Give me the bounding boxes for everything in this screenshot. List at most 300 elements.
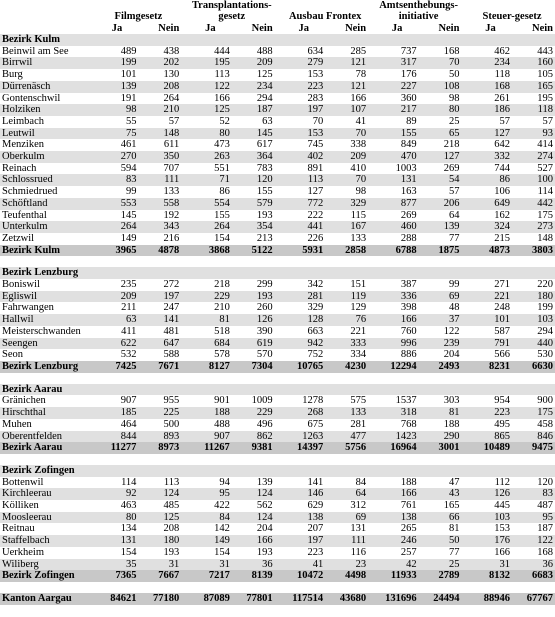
ja-cell: 98 xyxy=(96,104,139,116)
ja-cell: 80 xyxy=(189,128,232,140)
header-ja: Ja xyxy=(111,23,123,34)
ja-cell: 223 xyxy=(282,81,325,93)
nein-cell: 168 xyxy=(537,546,553,558)
nein-cell: 139 xyxy=(256,476,273,488)
ja-cell: 63 xyxy=(96,314,139,326)
table-row xyxy=(0,512,555,524)
nein-cell: 893 xyxy=(138,431,181,443)
nein-cell: 125 xyxy=(256,69,273,81)
nein-cell: 23 xyxy=(325,559,368,571)
municipality-name: Moosleerau xyxy=(0,512,96,524)
municipality-name: Bezirk Zofingen xyxy=(0,570,96,582)
ja-cell: 444 xyxy=(214,45,230,57)
nein-cell: 69 xyxy=(325,512,368,524)
nein-cell: 77180 xyxy=(138,593,181,605)
ja-cell: 138 xyxy=(282,512,325,524)
ja-cell: 10765 xyxy=(282,361,325,373)
ja-cell: 211 xyxy=(121,302,137,314)
nein-cell: 225 xyxy=(138,407,181,419)
ja-cell: 907 xyxy=(189,431,232,443)
municipality-name: Wiliberg xyxy=(0,559,96,571)
nein-cell: 116 xyxy=(350,546,367,558)
ja-cell: 744 xyxy=(494,162,510,174)
ja-cell: 844 xyxy=(96,431,139,443)
nein-cell: 122 xyxy=(443,325,460,337)
district-header-row xyxy=(0,267,555,279)
ja-cell: 566 xyxy=(494,349,510,361)
municipality-name: Teufenthal xyxy=(2,209,47,221)
nein-cell: 131 xyxy=(350,523,367,535)
table-row xyxy=(0,46,555,58)
ja-cell: 114 xyxy=(121,476,137,488)
ja-cell: 281 xyxy=(282,291,325,303)
ja-cell: 117514 xyxy=(282,593,325,605)
ja-cell: 142 xyxy=(214,523,230,535)
nein-cell: 193 xyxy=(256,209,273,221)
nein-cell: 63 xyxy=(262,115,273,127)
nein-cell: 3001 xyxy=(419,442,462,454)
nein-cell: 269 xyxy=(443,162,460,174)
district-total-row xyxy=(0,442,555,454)
nein-cell: 36 xyxy=(512,559,555,571)
ja-cell: 7217 xyxy=(189,570,232,582)
ja-cell: 342 xyxy=(307,279,324,291)
ja-cell: 52 xyxy=(219,115,230,127)
header-nein: Nein xyxy=(438,23,460,34)
header-amtsenthebungsinitiative: Amtsenthebungs-initiative xyxy=(379,0,458,22)
nein-cell: 617 xyxy=(256,139,273,151)
nein-cell: 108 xyxy=(419,81,462,93)
results-body xyxy=(0,34,555,605)
nein-cell: 343 xyxy=(138,221,181,233)
nein-cell: 64 xyxy=(325,488,368,500)
nein-cell: 165 xyxy=(512,81,555,93)
nein-cell: 193 xyxy=(256,546,273,558)
nein-cell: 67767 xyxy=(512,593,555,605)
nein-cell: 220 xyxy=(537,279,553,291)
municipality-name: Bezirk Aarau xyxy=(0,442,96,454)
nein-cell: 124 xyxy=(138,488,181,500)
nein-cell: 192 xyxy=(163,209,180,221)
nein-cell: 70 xyxy=(325,128,368,140)
table-row xyxy=(0,395,555,407)
table-row xyxy=(0,139,555,151)
district-name: Bezirk Kulm xyxy=(0,34,555,46)
municipality-name: Oberkulm xyxy=(0,151,96,163)
header-filmgesetz: Filmgesetz xyxy=(114,11,163,22)
municipality-name: Leimbach xyxy=(2,115,44,127)
ja-cell: 42 xyxy=(376,559,419,571)
ja-cell: 578 xyxy=(214,349,230,361)
table-row xyxy=(0,104,555,116)
nein-cell: 166 xyxy=(232,535,275,547)
nein-cell: 76 xyxy=(325,314,368,326)
ja-cell: 89 xyxy=(406,115,417,127)
nein-cell: 111 xyxy=(138,174,181,186)
ja-cell: 112 xyxy=(494,476,510,488)
nein-cell: 2493 xyxy=(419,361,462,373)
spacer-row xyxy=(0,454,555,465)
nein-cell: 197 xyxy=(138,291,181,303)
ja-cell: 41 xyxy=(282,559,325,571)
ja-cell: 101 xyxy=(120,69,137,81)
nein-cell: 98 xyxy=(448,92,460,104)
ja-cell: 622 xyxy=(96,338,139,350)
ja-cell: 461 xyxy=(120,139,137,151)
ja-cell: 12294 xyxy=(376,361,419,373)
nein-cell: 165 xyxy=(443,500,460,512)
nein-cell: 264 xyxy=(163,92,180,104)
ja-cell: 166 xyxy=(376,314,419,326)
nein-cell: 83 xyxy=(512,488,555,500)
district-name: Bezirk Aarau xyxy=(0,384,555,396)
nein-cell: 70 xyxy=(325,174,368,186)
header-ausbau-frontex: Ausbau Frontex xyxy=(288,11,362,22)
ja-cell: 31 xyxy=(189,559,232,571)
header-ja: Ja xyxy=(298,23,310,34)
nein-cell: 260 xyxy=(256,302,273,314)
ja-cell: 402 xyxy=(282,151,325,163)
table-row xyxy=(0,419,555,431)
municipality-name: Hallwil xyxy=(0,314,96,326)
district-total-row xyxy=(0,361,555,373)
ja-cell: 761 xyxy=(400,500,417,512)
nein-cell: 579 xyxy=(232,198,275,210)
nein-cell: 209 xyxy=(325,151,368,163)
municipality-name: Schöftland xyxy=(0,198,96,210)
nein-cell: 107 xyxy=(325,104,368,116)
nein-cell: 70 xyxy=(419,57,462,69)
table-row xyxy=(0,291,555,303)
ja-cell: 8132 xyxy=(469,570,512,582)
nein-cell: 290 xyxy=(419,431,462,443)
nein-cell: 5122 xyxy=(232,245,275,257)
nein-cell: 155 xyxy=(256,186,273,198)
ja-cell: 1537 xyxy=(395,395,417,407)
ja-cell: 891 xyxy=(307,162,324,174)
ja-cell: 387 xyxy=(400,279,417,291)
nein-cell: 390 xyxy=(256,325,273,337)
ja-cell: 113 xyxy=(214,69,230,81)
ja-cell: 197 xyxy=(282,535,325,547)
nein-cell: 213 xyxy=(256,232,273,244)
nein-cell: 496 xyxy=(256,418,273,430)
municipality-name: Boniswil xyxy=(2,279,40,291)
ja-cell: 445 xyxy=(494,500,510,512)
nein-cell: 481 xyxy=(163,325,180,337)
ja-cell: 188 xyxy=(189,407,232,419)
ja-cell: 70 xyxy=(312,115,324,127)
ja-cell: 87089 xyxy=(189,593,232,605)
nein-cell: 69 xyxy=(419,291,462,303)
ja-cell: 227 xyxy=(376,81,419,93)
ja-cell: 186 xyxy=(469,104,512,116)
ja-cell: 791 xyxy=(469,338,512,350)
ja-cell: 772 xyxy=(282,198,325,210)
nein-cell: 141 xyxy=(138,314,181,326)
ja-cell: 489 xyxy=(120,45,137,57)
ja-cell: 191 xyxy=(120,92,137,104)
header-nein: Nein xyxy=(345,23,367,34)
ja-cell: 217 xyxy=(376,104,419,116)
nein-cell: 124 xyxy=(232,512,275,524)
ja-cell: 422 xyxy=(214,500,230,512)
table-row xyxy=(0,210,555,222)
nein-cell: 846 xyxy=(512,431,555,443)
nein-cell: 206 xyxy=(419,198,462,210)
nein-cell: 81 xyxy=(419,407,462,419)
ja-cell: 168 xyxy=(469,81,512,93)
nein-cell: 6630 xyxy=(512,361,555,373)
nein-cell: 119 xyxy=(325,291,368,303)
nein-cell: 100 xyxy=(512,174,555,186)
ja-cell: 11277 xyxy=(96,442,139,454)
ja-cell: 126 xyxy=(469,488,512,500)
ja-cell: 663 xyxy=(307,325,324,337)
nein-cell: 5756 xyxy=(325,442,368,454)
ja-cell: 324 xyxy=(469,221,512,233)
nein-cell: 354 xyxy=(232,221,275,233)
ja-cell: 210 xyxy=(214,302,230,314)
ja-cell: 462 xyxy=(494,45,510,57)
ja-cell: 684 xyxy=(189,338,232,350)
ja-cell: 360 xyxy=(400,92,417,104)
municipality-name: Birrwil xyxy=(0,57,96,69)
header-nein: Nein xyxy=(251,23,273,34)
municipality-name: Uerkheim xyxy=(2,546,44,558)
ja-cell: 197 xyxy=(282,104,325,116)
nein-cell: 24494 xyxy=(419,593,462,605)
nein-cell: 414 xyxy=(537,139,553,151)
nein-cell: 247 xyxy=(163,302,180,314)
ja-cell: 166 xyxy=(214,92,230,104)
nein-cell: 575 xyxy=(350,395,367,407)
nein-cell: 98 xyxy=(355,186,367,198)
nein-cell: 647 xyxy=(138,338,181,350)
nein-cell: 120 xyxy=(537,476,553,488)
ja-cell: 1423 xyxy=(376,431,419,443)
nein-cell: 118 xyxy=(512,104,555,116)
ja-cell: 222 xyxy=(307,209,324,221)
table-row xyxy=(0,547,555,559)
ja-cell: 4873 xyxy=(469,245,512,257)
ja-cell: 223 xyxy=(469,407,512,419)
ja-cell: 265 xyxy=(400,523,417,535)
table-row xyxy=(0,488,555,500)
ja-cell: 336 xyxy=(376,291,419,303)
nein-cell: 204 xyxy=(256,523,273,535)
nein-cell: 364 xyxy=(232,151,275,163)
municipality-name: Kanton Aargau xyxy=(0,593,96,605)
nein-cell: 114 xyxy=(537,186,553,198)
ja-cell: 279 xyxy=(282,57,325,69)
ja-cell: 155 xyxy=(376,128,419,140)
ja-cell: 760 xyxy=(400,325,417,337)
table-row xyxy=(0,163,555,175)
ja-cell: 103 xyxy=(469,512,512,524)
municipality-name: Bezirk Lenzburg xyxy=(0,361,96,373)
nein-cell: 440 xyxy=(512,338,555,350)
nein-cell: 25 xyxy=(419,559,462,571)
nein-cell: 900 xyxy=(537,395,553,407)
nein-cell: 50 xyxy=(448,69,460,81)
header-nein: Nein xyxy=(158,23,180,34)
nein-cell: 7671 xyxy=(138,361,181,373)
ja-cell: 235 xyxy=(120,279,137,291)
ja-cell: 128 xyxy=(282,314,325,326)
ja-cell: 149 xyxy=(189,535,232,547)
nein-cell: 187 xyxy=(537,523,553,535)
nein-cell: 57 xyxy=(168,115,180,127)
nein-cell: 187 xyxy=(232,104,275,116)
nein-cell: 148 xyxy=(138,128,181,140)
nein-cell: 115 xyxy=(350,209,367,221)
table-row xyxy=(0,81,555,93)
ja-cell: 162 xyxy=(494,209,510,221)
nein-cell: 188 xyxy=(443,418,460,430)
ja-cell: 84621 xyxy=(96,593,139,605)
municipality-name: Meisterschwanden xyxy=(2,325,81,337)
municipality-name: Dürrenäsch xyxy=(0,81,96,93)
ja-cell: 849 xyxy=(400,139,417,151)
nein-cell: 122 xyxy=(512,535,555,547)
canton-total-row xyxy=(0,593,555,605)
nein-cell: 619 xyxy=(232,338,275,350)
ja-cell: 221 xyxy=(469,291,512,303)
ja-cell: 745 xyxy=(307,139,324,151)
ja-cell: 106 xyxy=(494,186,510,198)
nein-cell: 7304 xyxy=(232,361,275,373)
municipality-name: Egliswil xyxy=(0,291,96,303)
nein-cell: 193 xyxy=(163,546,180,558)
nein-cell: 285 xyxy=(350,45,367,57)
ja-cell: 270 xyxy=(96,151,139,163)
ja-cell: 901 xyxy=(214,395,230,407)
nein-cell: 133 xyxy=(350,232,367,244)
nein-cell: 9381 xyxy=(232,442,275,454)
nein-cell: 95 xyxy=(512,512,555,524)
ja-cell: 86 xyxy=(219,186,230,198)
ja-cell: 8231 xyxy=(469,361,512,373)
ja-cell: 199 xyxy=(96,57,139,69)
nein-cell: 113 xyxy=(163,476,180,488)
nein-cell: 151 xyxy=(350,279,367,291)
nein-cell: 588 xyxy=(163,349,180,361)
ja-cell: 35 xyxy=(96,559,139,571)
nein-cell: 111 xyxy=(325,535,368,547)
ja-cell: 118 xyxy=(494,69,510,81)
nein-cell: 65 xyxy=(419,128,462,140)
table-row xyxy=(0,407,555,419)
nein-cell: 148 xyxy=(537,232,553,244)
municipality-name: Schlossrued xyxy=(0,174,96,186)
table-row xyxy=(0,57,555,69)
spacer-row xyxy=(0,373,555,384)
ja-cell: 146 xyxy=(282,488,325,500)
nein-cell: 64 xyxy=(448,209,460,221)
nein-cell: 121 xyxy=(325,81,368,93)
spacer-row xyxy=(0,256,555,267)
nein-cell: 195 xyxy=(537,92,553,104)
municipality-name: Reinach xyxy=(2,162,37,174)
municipality-name: Beinwil am See xyxy=(2,45,69,57)
ja-cell: 283 xyxy=(307,92,324,104)
nein-cell: 160 xyxy=(512,57,555,69)
nein-cell: 66 xyxy=(419,512,462,524)
municipality-name: Fahrwangen xyxy=(2,302,54,314)
nein-cell: 611 xyxy=(163,139,180,151)
nein-cell: 80 xyxy=(419,104,462,116)
nein-cell: 129 xyxy=(350,302,367,314)
ja-cell: 288 xyxy=(400,232,417,244)
nein-cell: 180 xyxy=(138,535,181,547)
ja-cell: 83 xyxy=(96,174,139,186)
ja-cell: 215 xyxy=(494,232,510,244)
nein-cell: 299 xyxy=(256,279,273,291)
table-row xyxy=(0,128,555,140)
nein-cell: 329 xyxy=(325,198,368,210)
nein-cell: 530 xyxy=(537,349,553,361)
nein-cell: 126 xyxy=(232,314,275,326)
nein-cell: 125 xyxy=(138,512,181,524)
nein-cell: 4878 xyxy=(138,245,181,257)
ja-cell: 877 xyxy=(376,198,419,210)
ja-cell: 11267 xyxy=(189,442,232,454)
district-header-row xyxy=(0,384,555,396)
ja-cell: 99 xyxy=(125,186,137,198)
nein-cell: 77 xyxy=(448,546,460,558)
ja-cell: 649 xyxy=(469,198,512,210)
district-header-row xyxy=(0,34,555,46)
ja-cell: 248 xyxy=(494,302,510,314)
nein-cell: 50 xyxy=(419,535,462,547)
district-total-row xyxy=(0,570,555,582)
ja-cell: 223 xyxy=(307,546,324,558)
nein-cell: 443 xyxy=(537,45,553,57)
municipality-name: Kirchleerau xyxy=(0,488,96,500)
ja-cell: 10472 xyxy=(282,570,325,582)
municipality-name: Unterkulm xyxy=(0,221,96,233)
ja-cell: 441 xyxy=(282,221,325,233)
nein-cell: 6683 xyxy=(512,570,555,582)
ja-cell: 464 xyxy=(120,418,137,430)
district-name: Bezirk Zofingen xyxy=(0,465,555,477)
nein-cell: 783 xyxy=(256,162,273,174)
ja-cell: 264 xyxy=(189,221,232,233)
ja-cell: 155 xyxy=(214,209,230,221)
municipality-name: Bezirk Kulm xyxy=(0,245,96,257)
table-row xyxy=(0,116,555,128)
nein-cell: 4230 xyxy=(325,361,368,373)
nein-cell: 500 xyxy=(163,418,180,430)
ja-cell: 554 xyxy=(189,198,232,210)
nein-cell: 202 xyxy=(138,57,181,69)
nein-cell: 239 xyxy=(419,338,462,350)
district-header-row xyxy=(0,465,555,477)
ja-cell: 268 xyxy=(282,407,325,419)
nein-cell: 234 xyxy=(232,81,275,93)
nein-cell: 9475 xyxy=(512,442,555,454)
nein-cell: 274 xyxy=(512,151,555,163)
header-nein: Nein xyxy=(532,23,553,34)
ja-cell: 907 xyxy=(120,395,137,407)
nein-cell: 105 xyxy=(537,69,553,81)
nein-cell: 175 xyxy=(512,407,555,419)
municipality-name: Reitnau xyxy=(2,523,35,535)
district-name: Bezirk Lenzburg xyxy=(0,267,555,279)
table-row xyxy=(0,535,555,547)
municipality-name: Hirschthal xyxy=(0,407,96,419)
